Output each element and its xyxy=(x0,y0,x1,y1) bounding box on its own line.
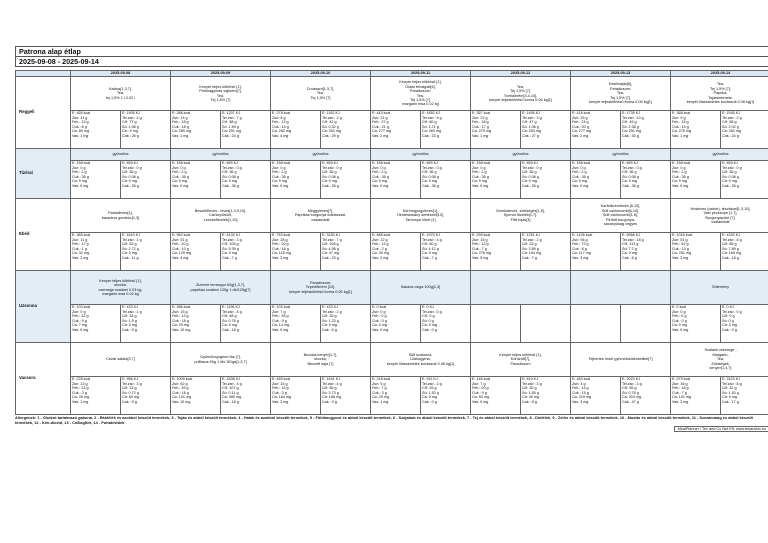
date-range: 2025-09-08 - 2025-09-14 xyxy=(15,56,768,67)
nutrition-energy-cell: E: 483 kcal Zsír: 4 g Feh.: 14 g Cuk.: 15 g Ca: 319 mg Vas: 3 mg xyxy=(571,377,621,415)
nutrition-energy-cell: E: 299 kcal Zsír: 15 g Feh.: 13 g Cuk.: 7 g Ca: 278 mg Vas: 5 mg xyxy=(471,233,521,271)
nutrition-kj-cell: E: 659 KJ Tel.zsír.: 0 g CH: 36 g Só: 0.08 g Ca: 0 mg Cak.: 36 g xyxy=(221,161,271,199)
nutrition-energy-cell: E: 158 kcal Zsír: 0 g Feh.: 2 g Cuk.: 36 g Ca: 9 mg Vas: 0 mg xyxy=(571,161,621,199)
nutrition-kj-cell: E: 911 KJ Tel.zsír.: 2 g CH: 25 g Só: 1.52 g Ca: 0 mg Cak.: 0 g xyxy=(421,377,471,415)
nutrition-energy-cell: E: 218 kcal Zsír: 5 g Feh.: 7 g Cuk.: 3 g Ca: 25 mg Vas: 1 mg xyxy=(371,377,421,415)
meal-cell: Cézár saláta[3,7] xyxy=(71,343,171,377)
meal-cell: Tea, Tej 1,5% [7], Tonhalkrém[3,4,10], kenyér teljeskiőrlésű forma 0.06 kg[1] xyxy=(471,77,571,111)
nutrition-kj-cell: E: 1610 KJ Tel.zsír.: 1 g CH: 52 g Só: 2.72 g Ca: 0 mg Cak.: 11 g xyxy=(121,233,171,271)
nutrition-energy-cell: E: 228 kcal Zsír: 13 g Feh.: 23 g Cuk.: 3 g Ca: 26 mg Vas: 1 mg xyxy=(71,377,121,415)
nutrition-kj-cell: E: 2423 KJ Tel.zsír.: 8 g CH: 42 g Só: 1.53 g Ca: 0 mg Cak.: 17 g xyxy=(721,377,768,415)
meal-cell: Bundás kenyér[1,7], uborka, Becsett saja [7] xyxy=(271,343,371,377)
nutrition-energy-cell: E: 1009 kcal Zsír: 62 g Feh.: 39 g Cuk.: 18 g Ca: 101 mg Vas: 10 mg xyxy=(171,377,221,415)
meal-cell: gyümölcs xyxy=(371,149,471,161)
meal-cell: gyümölcs xyxy=(671,149,768,161)
document-title: Patrona alap étlap xyxy=(15,46,768,57)
meal-cell: gyümölcs xyxy=(171,149,271,161)
meal-cell: Kenyér teljes kiőrlésű [1], uborka, csemege szalámi 0.03 kg, margarin ewa 0.02 kg xyxy=(71,271,171,305)
nutrition-energy-cell: E: 278 kcal Zsír: 8 g Feh.: 13 g Cuk.: 14 g Ca: 262 mg Vas: 4 mg xyxy=(271,111,321,149)
nutrition-kj-cell: E: 4102 KJ Tel.zsír.: 3 g CH: 105 g Só: 5.39 g Ca: 0 mg Cak.: 7 g xyxy=(221,233,271,271)
nutrition-energy-cell: E: 103 kcal Zsír: 7 g Feh.: 36 g Cuk.: 9 g Ca: 14 mg Vas: 0 mg xyxy=(271,305,321,343)
nutrition-kj-cell: E: 4252 KJ Tel.zsír.: 6 g CH: 85 g Só: 7.89 g Ca: 160 mg Cak.: 18 g xyxy=(721,233,768,271)
nutrition-kj-cell: E: 659 KJ Tel.zsír.: 0 g CH: 36 g Só: 0.08 g Ca: 0 mg Cak.: 36 g xyxy=(621,161,671,199)
nutrition-energy-cell xyxy=(471,305,521,343)
nutrition-kj-cell: E: 2023 KJ Tel.zsír.: 2 g CH: 95 g Só: 0.76 g Ca: 319 mg Cak.: 47 g xyxy=(621,377,671,415)
nutrition-energy-cell: E: 146 kcal Zsír: 7 g Feh.: 20 g Cuk.: 9 g Ca: 53 mg Vas: 0 mg xyxy=(471,377,521,415)
nutrition-kj-cell: E: 659 KJ Tel.zsír.: 0 g CH: 36 g Só: 0.08 g Ca: 0 mg Cak.: 36 g xyxy=(121,161,171,199)
nutrition-energy-cell: E: 753 kcal Zsír: 28 g Feh.: 20 g Cuk.: 16 g Ca: 118 mg Vas: 3 mg xyxy=(271,233,321,271)
meal-label-uzsonna: Uzsonna xyxy=(16,271,71,343)
meal-cell: Kenyér teljes kiőrlésű [1], Olasz felvágott[6], Paradicsom, Tea, Tej 1,5% [7], margarin ewa 0.02 kg xyxy=(371,77,471,111)
meal-cell xyxy=(471,271,571,305)
nutrition-kj-cell: E: 1739 KJ Tel.zsír.: 10 g CH: 49 g Só: 2.38 g Ca: 251 mg Cak.: 30 g xyxy=(621,111,671,149)
nutrition-kj-cell: E: 659 KJ Tel.zsír.: 0 g CH: 36 g Só: 0.08 g Ca: 0 mg Cak.: 36 g xyxy=(421,161,471,199)
meal-label-reggeli: Reggeli xyxy=(16,77,71,149)
nutrition-kj-cell: E: 0 KJ Tel.zsír.: 0 g CH: 0 g Só: 0 g Ca: 0 mg Cak.: 0 g xyxy=(721,305,768,343)
nutrition-kj-cell: E: 1495 KJ Tel.zsír.: 3 g CH: 47 g Só: 1.06 g Ca: 253 mg Cak.: 27 g xyxy=(521,111,571,149)
nutrition-energy-cell: E: 158 kcal Zsír: 0 g Feh.: 2 g Cuk.: 36 g Ca: 9 mg Vas: 0 mg xyxy=(471,161,521,199)
document-header xyxy=(15,47,768,67)
nutrition-energy-cell: E: 103 kcal Zsír: 0 g Feh.: 32 g Cuk.: 9 g Ca: 7 mg Vas: 0 mg xyxy=(71,305,121,343)
meal-cell: Paradicsom, Tepertőkrém [10], kenyér teljeskiőrlésű forma 0.06 kg[1] xyxy=(271,271,371,305)
meal-label-ebed: Ebéd xyxy=(16,199,71,271)
meal-cell: Körömgyógyleves[1], Hentestokány sertésből[10], Tarhonya köret [1] xyxy=(371,199,471,233)
nutrition-kj-cell: E: 659 KJ Tel.zsír.: 0 g CH: 36 g Só: 0.08 g Ca: 0 mg Cak.: 36 g xyxy=(321,161,371,199)
day-header: 2025-09-13 xyxy=(571,71,671,77)
nutrition-energy-cell: E: 459 kcal Zsír: 15 g Feh.: 15 g Cuk.: 3 g Ca: 164 mg Vas: 3 mg xyxy=(271,377,321,415)
nutrition-energy-cell: E: 0 kcal Zsír: 0 g Feh.: 0 g Cuk.: 0 g Ca: 0 mg Vas: 0 mg xyxy=(371,305,421,343)
meal-cell: Sütemény xyxy=(671,271,768,305)
meal-cell: Kalács[1,3,7], Tea, tej 1,5% 1 l 0.02 l xyxy=(71,77,171,111)
nutrition-energy-cell: E: 416 kcal Zsír: 25 g Feh.: 24 g Cuk.: 20 g Ca: 277 mg Vas: 2 mg xyxy=(571,111,621,149)
nutrition-kj-cell xyxy=(621,305,671,343)
meal-plan-table xyxy=(15,70,768,415)
day-header: 2025-09-08 xyxy=(71,71,171,77)
nutrition-energy-cell: E: 368 kcal Zsír: 9 g Feh.: 15 g Cuk.: 14 g Ca: 276 mg Vas: 1 mg xyxy=(671,111,721,149)
meal-cell: Meggyleves[7], Paprikás burgonya kolbásszal, csalamádé xyxy=(271,199,371,233)
nutrition-kj-cell: E: 4308 KJ Tel.zsír.: 4 g CH: 107 g Só: 0.11 g Ca: 380 mg Cak.: 18 g xyxy=(221,377,271,415)
meal-cell: Sült szalonna, Lilahagyma, kenyér lilasszeletes kovászolt 0.06 kg[1] xyxy=(371,343,471,377)
nutrition-kj-cell: E: 1641 KJ Tel.zsír.: 4 g CH: 56 g Só: 3.73 g Ca: 168 mg Cak.: 3 g xyxy=(321,377,371,415)
nutrition-kj-cell: E: 1970 KJ Tel.zsír.: 4 g CH: 60 g Só: 4.12 g Ca: 0 mg Cak.: 7 g xyxy=(421,233,471,271)
nutrition-kj-cell xyxy=(521,305,571,343)
nutrition-energy-cell: E: 158 kcal Zsír: 0 g Feh.: 2 g Cuk.: 36 g Ca: 9 mg Vas: 0 mg xyxy=(371,161,421,199)
nutrition-kj-cell: E: 1545 KJ Tel.zsír.: 2 g CH: 58 g Só: 2.02 g Ca: 251 mg Cak.: 24 g xyxy=(721,111,768,149)
meal-cell: Tea, Tej 1,5% [7], Paprika, Tojáskrémtete, kenyér lilasszeletes kovászolt 0.06 kg[1] xyxy=(671,77,768,111)
footer-credit: MealPlanner / Tex and Co Net Kft. www.tesarabio.hu xyxy=(674,426,768,432)
nutrition-energy-cell: E: 158 kcal Zsír: 0 g Feh.: 2 g Cuk.: 36 g Ca: 9 mg Vas: 0 mg xyxy=(671,161,721,199)
meal-cell: Beszélőleves - leves[1,3,9,10], Csirkepörkölt, Lencsefőzelék[1,10] xyxy=(171,199,271,233)
nutrition-kj-cell: E: 5966 KJ Tel.zsír.: 18 g CH: 113 g Só: 7.2 g Ca: 0 mg Cak.: 6 g xyxy=(621,233,671,271)
meal-cell: gyümölcs xyxy=(71,149,171,161)
nutrition-energy-cell: E: 158 kcal Zsír: 0 g Feh.: 2 g Cuk.: 36 g Ca: 9 mg Vas: 0 mg xyxy=(71,161,121,199)
day-header: 2025-09-11 xyxy=(371,71,471,77)
meal-cell: gyümölcs xyxy=(571,149,671,161)
nutrition-kj-cell: E: 659 KJ Tel.zsír.: 0 g CH: 36 g Só: 0.08 g Ca: 0 mg Cak.: 36 g xyxy=(521,161,571,199)
meal-cell: Kakaós csiga 100g[1,3] xyxy=(371,271,471,305)
meal-cell: Kenyér teljes kiőrlésű [1], Körözött[7], Paradicsom xyxy=(471,343,571,377)
meal-cell: Szalámi csemege , Margarin, Tea, Zöldségek, kenyér[1,4,7] xyxy=(671,343,768,377)
meal-cell: Gyümölcsjoghurt fás [7], puffasos 50g 1 db/ 50/ga[1,3,7] xyxy=(171,343,271,377)
nutrition-energy-cell: E: 443 kcal Zsír: 21 g Feh.: 27 g Cuk.: 21 g Ca: 277 mg Vas: 2 mg xyxy=(371,111,421,149)
nutrition-kj-cell: E: 1852 KJ Tel.zsír.: 9 g CH: 60 g Só: 1.71 g Ca: 263 mg Cak.: 33 g xyxy=(421,111,471,149)
meal-cell: Tejbertes ördei gyümölcsöktekeitkel[7] xyxy=(571,343,671,377)
meal-cell: gyümölcs xyxy=(471,149,571,161)
meal-cell: Kenyér teljes kiőrlésű [1], Pörkhagymás vajkrém[7], Tea, Tej 1,5% [7] xyxy=(171,77,271,111)
allergen-legend: Allergének: 1 - Glutént tartalmazó gabona, 2 - Rákfélék és azokból készült termékek, 3 - Tojás és abból készült termékek, 4 - Halak és azokból készült termékek, 5 - Földimogyoró és abból készült termékek, 6 - Szójabab és abból készült termékek, 7 - Tej és abból készült termékek, 8 - Diófélék, 9 - Zeller és abból készült termékek, 10 - Mustár és abból készült termékek, 11 - Szezámmag és abból készült termékek, 12 - Kén-dioxid, 13 - Csillagfürt, 14 - Puhatestűek xyxy=(15,415,753,425)
meal-cell: Húsleves (csirke), tésztával[1,3,10], Vasi pecsenye [1,7], Burgonyapüré [7], csalamádé xyxy=(671,199,768,233)
nutrition-kj-cell: E: 956 KJ Tel.zsír.: 3 g CH: 13 g Só: 0.72 g Ca: 60 mg Cak.: 5 g xyxy=(121,377,171,415)
meal-cell: Karfiolkrémleves [6,10], Sült csirkecomb[6,10], Sült csirkecomb[1,6], Pirított burgonya, savanyúság vegyes xyxy=(571,199,671,233)
nutrition-energy-cell: E: 579 kcal Zsír: 36 g Feh.: 18 g Cuk.: 7 g Ca: 101 mg Vas: 3 mg xyxy=(671,377,721,415)
nutrition-energy-cell: E: 286 kcal Zsír: 15 g Feh.: 13 g Cuk.: 18 g Ca: 25 mg Vas: 10 mg xyxy=(171,305,221,343)
meal-cell xyxy=(571,271,671,305)
meal-cell: Zizemle lemezgor 60g[1,3,7], paprikás szalámi 125g 1 db/125g[7] xyxy=(171,271,271,305)
meal-cell: Gombaleves, zöldséges[1,9], Spenót főzelék[1,7], Főtt tojás[3] xyxy=(471,199,571,233)
day-header: 2025-09-10 xyxy=(271,71,371,77)
nutrition-energy-cell: E: 455 kcal Zsír: 11 g Feh.: 13 g Cuk.: 8 g Ca: 80 mg Vas: 1 mg xyxy=(71,111,121,149)
meal-cell: gyümölcs xyxy=(271,149,371,161)
meal-cell: Paldalleves[1], barackos gombóc[1,3] xyxy=(71,199,171,233)
nutrition-kj-cell: E: 3150 KJ Tel.zsír.: 7 g CH: 108 g Só: 4.98 g Ca: 47 mg Cak.: 23 g xyxy=(321,233,371,271)
day-header: 2025-09-09 xyxy=(171,71,271,77)
nutrition-energy-cell xyxy=(571,305,621,343)
nutrition-energy-cell: E: 1018 kcal Zsír: 51 g Feh.: 52 g Cuk.: 13 g Ca: 261 mg Vas: 3 mg xyxy=(671,233,721,271)
nutrition-energy-cell: E: 158 kcal Zsír: 0 g Feh.: 2 g Cuk.: 36 g Ca: 9 mg Vas: 0 mg xyxy=(271,161,321,199)
nutrition-kj-cell: E: 433 KJ Tel.zsír.: 1 g CH: 34 g Só: 1.5 g Ca: 0 mg Cak.: 5 g xyxy=(121,305,171,343)
nutrition-energy-cell: E: 488 kcal Zsír: 22 g Feh.: 13 g Cuk.: 2 g Ca: 30 mg Vas: 2 mg xyxy=(371,233,421,271)
nutrition-kj-cell: E: 1251 KJ Tel.zsír.: 2 g CH: 23 g Só: 3.89 g Ca: 154 mg Cak.: 7 g xyxy=(521,233,571,271)
nutrition-energy-cell: E: 357 kcal Zsír: 22 g Feh.: 18 g Cuk.: 17 g Ca: 270 mg Vas: 1 mg xyxy=(471,111,521,149)
meal-cell: Croissant[1,3,7], Tea, Tej 1,5% [7] xyxy=(271,77,371,111)
day-header: 2025-09-14 xyxy=(671,71,768,77)
nutrition-energy-cell: E: 288 kcal Zsír: 14 g Feh.: 18 g Cuk.: 18 g Ca: 265 mg Vas: 1 mg xyxy=(171,111,221,149)
day-header: 2025-09-12 xyxy=(471,71,571,77)
meal-label-vacsora: Vacsora xyxy=(16,343,71,415)
nutrition-energy-cell: E: 385 kcal Zsír: 11 g Feh.: 17 g Cuk.: 1 g Ca: 32 mg Vas: 2 mg xyxy=(71,233,121,271)
meal-cell: Kesilinajás[6], Paradicsom, Tea, Tej 1,5% [7], kenyér teljeskiőrlésű forma 0.06 kg[1] xyxy=(571,77,671,111)
nutrition-kj-cell: E: 433 KJ Tel.zsír.: 2 g CH: 26 g Só: 1.23 g Ca: 0 mg Cak.: 6 g xyxy=(321,305,371,343)
nutrition-energy-cell: E: 0 kcal Zsír: 0 g Feh.: 0 g Cuk.: 0 g Ca: 0 mg Vas: 0 mg xyxy=(671,305,721,343)
nutrition-kj-cell: E: 1905 KJ Tel.zsír.: 4 g CH: 77 g Só: 1.06 g Ca.: 0 mg Cak.: 26 g xyxy=(121,111,171,149)
nutrition-kj-cell: E: 1198 KJ Tel.zsír.: 4 g CH: 48 g Só: 0.76 g Ca: 0 mg Cak.: 18 g xyxy=(221,305,271,343)
meal-label-tizorai: Tízórai xyxy=(16,149,71,199)
nutrition-energy-cell: E: 1426 kcal Zsír: 94 g Feh.: 73 g Cuk.: 6 g Ca: 117 mg Vas: 3 mg xyxy=(571,233,621,271)
nutrition-kj-cell: E: 1162 KJ Tel.zsír.: 2 g CH: 42 g Só: 0.32 g Ca: 251 mg Cak.: 29 g xyxy=(321,111,371,149)
nutrition-kj-cell: E: 610 KJ Tel.zsír.: 3 g CH: 30 g Só: 1.55 g Ca: 40 mg Cak.: 8 g xyxy=(521,377,571,415)
nutrition-kj-cell: E: 659 KJ Tel.zsír.: 0 g CH: 36 g Só: 0.08 g Ca: 0 mg Cak.: 36 g xyxy=(721,161,768,199)
nutrition-energy-cell: E: 158 kcal Zsír: 0 g Feh.: 2 g Cuk.: 36 g Ca: 9 mg Vas: 0 mg xyxy=(171,161,221,199)
nutrition-energy-cell: E: 982 kcal Zsír: 51 g Feh.: 20 g Cuk.: 10 g Ca: 129 mg Vas: 4 mg xyxy=(171,233,221,271)
nutrition-kj-cell: E: 0 KJ Tel.zsír.: 0 g CH: 0 g Só: 0 g Ca: 0 mg Cak.: 0 g xyxy=(421,305,471,343)
nutrition-kj-cell: E: 1207 KJ Tel.zsír.: 7 g CH: 58 g Só: 1.59 g Ca: 251 mg Cak.: 24 g xyxy=(221,111,271,149)
